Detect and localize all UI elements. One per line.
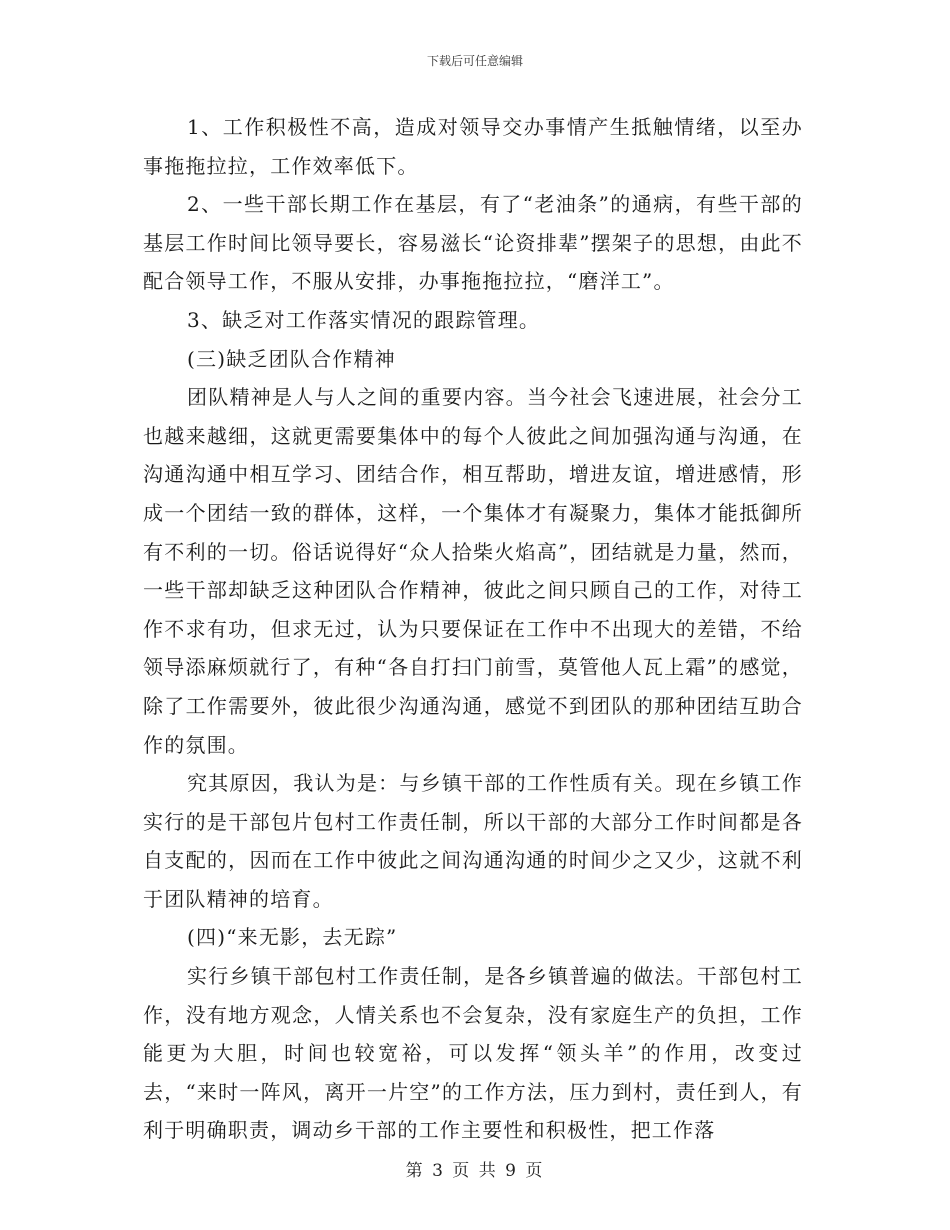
section-heading-4: (四)“来无影，去无踪”	[187, 925, 398, 950]
paragraph-2: 2、一些干部长期工作在基层，有了“老油条”的通病，有些干部的基层工作时间比领导要长，容易滋长“论资排辈”摆架子的思想，由此不配合领导工作，不服从安排，办事拖拖拉拉，“磨洋工”。	[143, 192, 803, 294]
paragraph-team-spirit: 团队精神是人与人之间的重要内容。当今社会飞速进展，社会分工也越来越细，这就更需要集体中的每个人彼此之间加强沟通与沟通，在沟通沟通中相互学习、团结合作，相互帮助，增进友谊，增进感情，形成一个团结一致的群体，这样，一个集体才有凝聚力，集体才能抵御所有不利的一切。俗话说得好“众人拾柴火焰高”，团结就是力量，然而，一些干部却缺乏这种团队合作精神，彼此之间只顾自己的工作，对待工作不求有功，但求无过，认为只要保证在工作中不出现大的差错，不给领导添麻烦就行了，有种“各自打扫门前雪，莫管他人瓦上霜”的感觉，除了工作需要外，彼此很少沟通沟通，感觉不到团队的那种团结互助合作的氛围。	[143, 385, 803, 757]
paragraph-1: 1、工作积极性不高，造成对领导交办事情产生抵触情绪，以至办事拖拖拉拉，工作效率低下。	[143, 115, 803, 178]
paragraph-reason: 究其原因，我认为是：与乡镇干部的工作性质有关。现在乡镇工作实行的是干部包片包村工作责任制，所以干部的大部分工作时间都是各自支配的，因而在工作中彼此之间沟通沟通的时间少之又少，这就不利于团队精神的培育。	[143, 771, 803, 911]
paragraph-3: 3、缺乏对工作落实情况的跟踪管理。	[187, 307, 541, 332]
page-header: 下载后可任意编辑	[426, 54, 523, 68]
section-heading-3: (三)缺乏团队合作精神	[187, 346, 396, 371]
page-footer: 第 3 页 共 9 页	[405, 1161, 545, 1181]
document-body	[143, 108, 803, 1150]
paragraph-village-system: 实行乡镇干部包村工作责任制，是各乡镇普遍的做法。干部包村工作，没有地方观念，人情关系也不会复杂，没有家庭生产的负担，工作能更为大胆，时间也较宽裕，可以发挥“领头羊”的作用，改变过去，“来时一阵风，离开一片空”的工作方法，压力到村，责任到人，有利于明确职责，调动乡干部的工作主要性和积极性，把工作落	[143, 964, 803, 1143]
